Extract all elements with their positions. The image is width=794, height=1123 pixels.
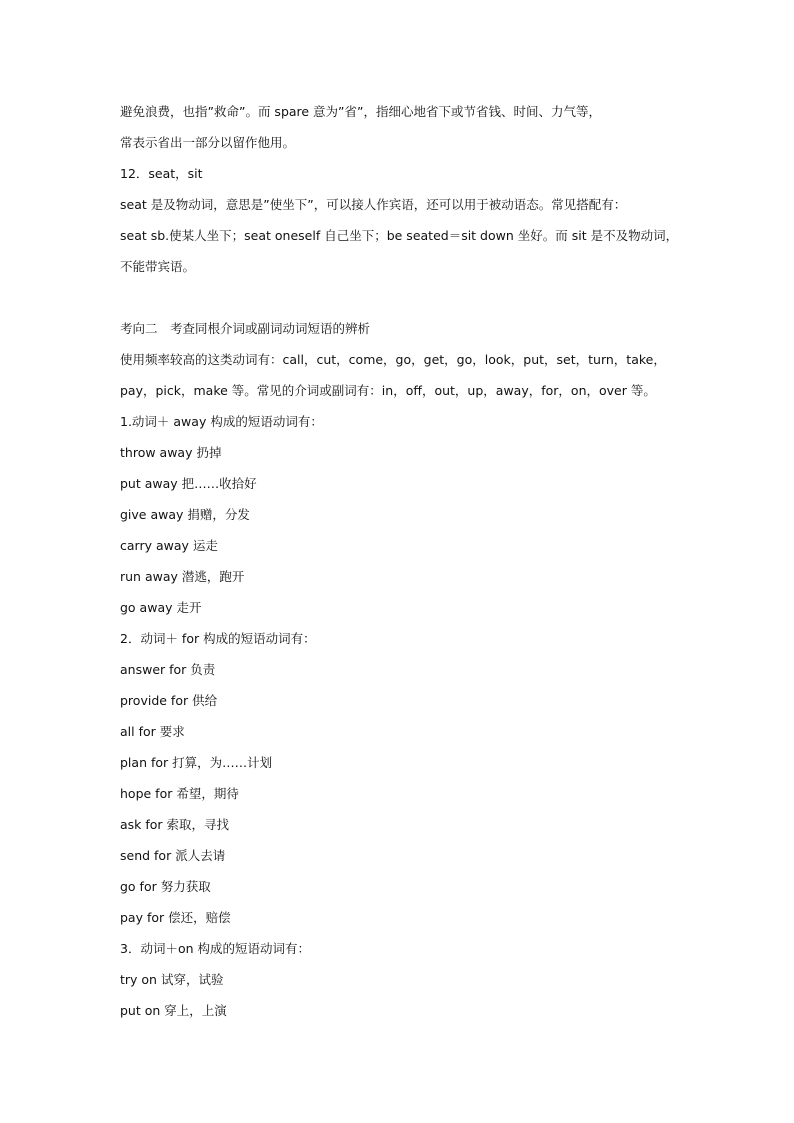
list-item: go away 走开 [120,600,202,615]
paragraph-line: 避免浪费，也指”救命”。而 spare 意为”省”，指细心地省下或节省钱、时间、力气等， [120,104,602,119]
list-item: throw away 扔掉 [120,445,222,460]
list-item: put away 把……收拾好 [120,476,257,491]
list-item: go for 努力获取 [120,879,211,894]
list-item: give away 捐赠，分发 [120,507,250,522]
list-heading-for: 2．动词＋ for 构成的短语动词有： [120,631,316,646]
list-item: put on 穿上，上演 [120,1003,227,1018]
list-item: provide for 供给 [120,693,218,708]
paragraph-line: 使用频率较高的这类动词有：call，cut，come，go，get，go，look，put，set，turn，take， [120,352,666,367]
list-item: hope for 希望，期待 [120,786,239,801]
paragraph-line: seat sb.使某人坐下；seat oneself 自己坐下；be seated＝sit down 坐好。而 sit 是不及物动词， [120,228,679,243]
list-heading-on: 3．动词＋on 构成的短语动词有： [120,941,310,956]
paragraph-line: pay，pick，make 等。常见的介词或副词有：in，off，out，up，away，for，on，over 等。 [120,383,656,398]
list-item: send for 派人去请 [120,848,226,863]
section-heading-kaoxiang-2: 考向二 考查同根介词或副词动词短语的辨析 [120,321,371,336]
paragraph-line: 常表示省出一部分以留作他用。 [120,135,296,150]
list-item: answer for 负责 [120,662,216,677]
list-item: pay for 偿还，赔偿 [120,910,231,925]
list-item: all for 要求 [120,724,185,739]
list-item: run away 潜逃，跑开 [120,569,245,584]
list-item: plan for 打算，为……计划 [120,755,273,770]
paragraph-line: seat 是及物动词，意思是”使坐下”，可以接人作宾语，还可以用于被动语态。常见搭配有： [120,197,627,212]
list-item: ask for 索取，寻找 [120,817,230,832]
list-heading-away: 1.动词＋ away 构成的短语动词有： [120,414,323,429]
section-heading-12: 12．seat，sit [120,166,203,181]
list-item: try on 试穿，试验 [120,972,224,987]
list-item: carry away 运走 [120,538,218,553]
paragraph-line: 不能带宾语。 [120,259,196,274]
